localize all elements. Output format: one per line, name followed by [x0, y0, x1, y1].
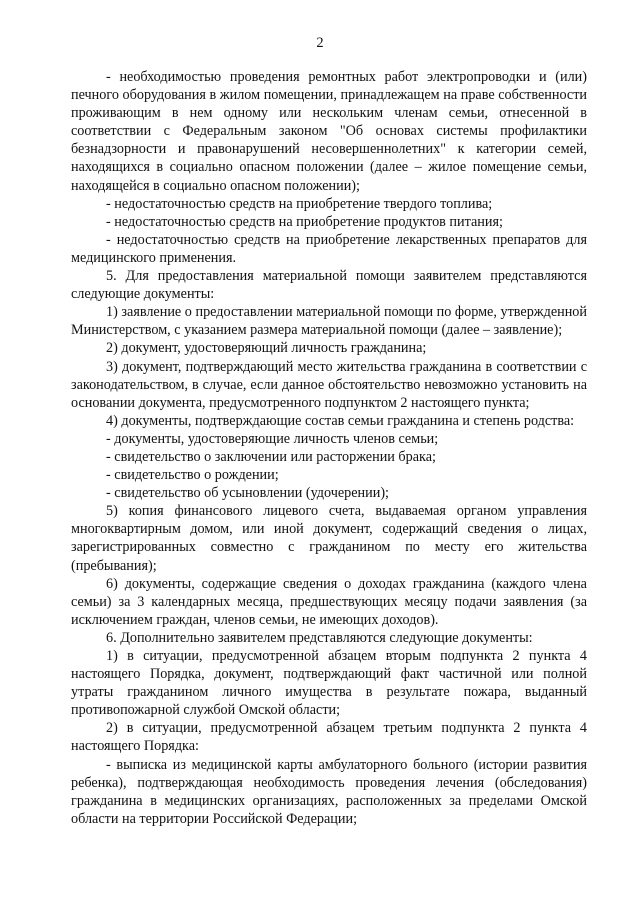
paragraph: - документы, удостоверяющие личность членов семьи;: [106, 430, 439, 447]
paragraph: 1) заявление о предоставлении материальной помощи по форме, утвержденной Министерством, с указанием размера материальной помощи (далее – заявление);: [71, 304, 587, 339]
paragraph: 1) в ситуации, предусмотренной абзацем вторым подпункта 2 пункта 4 настоящего Порядка, документ, подтверждающий факт частичной или полной утраты гражданином личного имущества в результате пожара, выданный противопожарной службой Омской области;: [71, 648, 587, 719]
paragraph: 5. Для предоставления материальной помощи заявителем представляются следующие документы:: [71, 268, 587, 303]
paragraph: 2) в ситуации, предусмотренной абзацем третьим подпункта 2 пункта 4 настоящего Порядка:: [71, 720, 587, 755]
paragraph: - недостаточностью средств на приобретение твердого топлива;: [106, 195, 493, 212]
paragraph: - недостаточностью средств на приобретение лекарственных препаратов для медицинского применения.: [71, 231, 587, 266]
paragraph: - свидетельство о заключении или расторжении брака;: [106, 448, 436, 465]
paragraph: - необходимостью проведения ремонтных работ электропроводки и (или) печного оборудования в жилом помещении, принадлежащем на праве собственности проживающим в нем одному или нескольким членам семьи, отнесенной в соответствии с Федеральным законом "Об основах системы профилактики безнадзорности и правонарушений несовершеннолетних" к категории семей, находящихся в социально опасном положении (далее – жилое помещение семьи, находящейся в социально опасном положении);: [71, 69, 587, 194]
paragraph: - свидетельство о рождении;: [106, 467, 279, 484]
paragraph: 4) документы, подтверждающие состав семьи гражданина и степень родства:: [106, 412, 575, 429]
paragraph: 6) документы, содержащие сведения о доходах гражданина (каждого члена семьи) за 3 календарных месяца, предшествующих месяцу подачи заявления (за исключением граждан, членов семьи, не имеющих доходов).: [71, 575, 587, 628]
paragraph: 5) копия финансового лицевого счета, выдаваемая органом управления многоквартирным домом, или иной документ, содержащий сведения о лицах, зарегистрированных совместно с гражданином по месту его жительства (пребывания);: [71, 503, 587, 574]
paragraph: - свидетельство об усыновлении (удочерении);: [106, 485, 389, 502]
paragraph: 2) документ, удостоверяющий личность гражданина;: [106, 340, 427, 357]
paragraph: - недостаточностью средств на приобретение продуктов питания;: [106, 213, 503, 230]
paragraph: 3) документ, подтверждающий место жительства гражданина в соответствии с законодательством, в случае, если данное обстоятельство невозможно установить на основании документа, предусмотренного подпунктом 2 настоящего пункта;: [71, 358, 587, 411]
document-body: [71, 68, 587, 828]
page-number: 2: [316, 35, 324, 51]
paragraph: - выписка из медицинской карты амбулаторного больного (истории развития ребенка), подтверждающая необходимость проведения лечения (обследования) гражданина в медицинских организациях, расположенных за пределами Омской области на территории Российской Федерации;: [71, 756, 587, 827]
paragraph: 6. Дополнительно заявителем представляются следующие документы:: [106, 629, 533, 646]
